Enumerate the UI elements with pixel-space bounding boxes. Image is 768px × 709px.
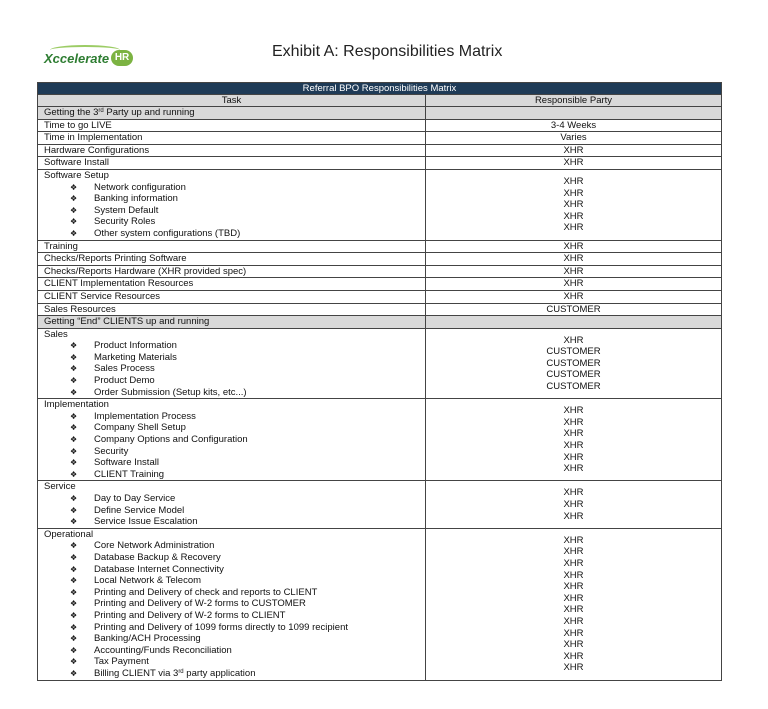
diamond-bullet-icon: ❖ [70,494,78,503]
bullet-item-text: Company Options and Configuration [94,434,248,446]
matrix-banner-row [38,83,722,95]
group-row [38,169,722,240]
bullet-item [44,352,425,364]
bullet-item-text: CLIENT Training [94,468,165,480]
party-value: XHR [563,334,584,346]
bullet-item [44,375,425,387]
bullet-item [44,193,425,205]
bullet-item [44,552,425,564]
table-row [38,144,722,157]
table-row [38,132,722,145]
bullet-item [44,575,425,587]
bullet-item [44,610,425,622]
party-value: XHR [563,639,584,651]
bullet-item-text: Implementation Process [94,410,196,422]
logo-hr-badge: HR [111,50,133,66]
bullet-item-text: Product Information [94,340,177,352]
party-value: XHR [563,210,584,222]
bullet-item [44,668,425,680]
party-value: XHR [563,510,584,522]
group-row [38,481,722,528]
table-row [38,290,722,303]
exhibit-title: Exhibit A: Responsibilities Matrix [272,43,503,60]
diamond-bullet-icon: ❖ [70,622,78,632]
task-cell: Checks/Reports Hardware (XHR provided spec) [38,265,426,278]
task-cell: Time to go LIVE [38,119,426,132]
bullet-item [44,598,425,610]
bullet-item [44,387,425,399]
party-cell: XHR [426,253,722,266]
diamond-bullet-icon: ❖ [70,564,78,574]
bullet-item-text: Marketing Materials [94,351,177,363]
bullet-item [44,622,425,634]
bullet-item-text: Banking/ACH Processing [94,633,201,645]
section-title: Getting the 3rd Party up and running [38,107,426,120]
bullet-item [44,587,425,599]
diamond-bullet-icon: ❖ [70,205,78,215]
table-row [38,265,722,278]
bullet-item [44,457,425,469]
bullet-item [44,340,425,352]
group-task-cell [38,328,426,399]
party-value: XHR [563,187,584,199]
bullet-item [44,656,425,668]
group-title: Operational [44,528,94,540]
party-cell: XHR [426,157,722,170]
bullet-item-text: Order Submission (Setup kits, etc...) [94,386,247,398]
party-value: XHR [563,222,584,234]
bullet-item-text: Define Service Model [94,504,185,516]
diamond-bullet-icon: ❖ [70,517,78,527]
bullet-item-text: Billing CLIENT via 3rd party application [94,667,256,679]
bullet-item-text: Day to Day Service [94,493,176,504]
bullet-item-text: System Default [94,204,159,216]
group-party-cell [426,399,722,481]
bullet-item-text: Printing and Delivery of 1099 forms directly to 1099 recipient [94,621,348,633]
task-cell: Checks/Reports Printing Software [38,253,426,266]
group-title: Software Setup [44,169,109,181]
diamond-bullet-icon: ❖ [70,194,78,204]
party-value: CUSTOMER [546,357,601,369]
party-value: XHR [563,405,584,417]
bullet-item [44,645,425,657]
bullet-item-text: Security [94,445,129,457]
diamond-bullet-icon: ❖ [70,576,78,586]
party-value: XHR [563,416,584,428]
diamond-bullet-icon: ❖ [70,505,78,515]
bullet-item [44,205,425,217]
diamond-bullet-icon: ❖ [70,341,78,351]
group-title: Implementation [44,399,109,411]
bullet-item [44,216,425,228]
diamond-bullet-icon: ❖ [70,634,78,644]
diamond-bullet-icon: ❖ [70,552,78,562]
party-value: XHR [563,662,584,674]
table-row [38,119,722,132]
section-row [38,107,722,120]
party-cell: XHR [426,278,722,291]
bullet-item [44,228,425,240]
bullet-item [44,446,425,458]
bullet-item [44,516,425,528]
bullet-item-text: Banking information [94,193,178,205]
bullet-item-text: Sales Process [94,363,155,375]
party-value: XHR [563,463,584,475]
party-value: CUSTOMER [546,346,601,358]
party-cell: CUSTOMER [426,303,722,316]
party-value: XHR [563,175,584,187]
party-cell: Varies [426,132,722,145]
party-value: XHR [563,487,584,499]
party-value: XHR [563,581,584,593]
group-row [38,528,722,680]
bullet-item-text: Database Backup & Recovery [94,551,221,563]
logo-text: Xccelerate [44,50,110,66]
bullet-item-text: Database Internet Connectivity [94,563,224,575]
responsibilities-matrix [37,82,722,681]
section-row [38,316,722,329]
diamond-bullet-icon: ❖ [70,217,78,227]
group-title: Sales [44,328,68,340]
group-task-cell [38,399,426,481]
logo-swoosh [50,45,120,55]
diamond-bullet-icon: ❖ [70,182,78,192]
bullet-item-text: Tax Payment [94,656,149,668]
table-row [38,240,722,253]
party-value: XHR [563,499,584,510]
group-task-cell [38,528,426,680]
diamond-bullet-icon: ❖ [70,599,78,609]
party-value: XHR [563,451,584,463]
party-value: XHR [563,199,584,211]
diamond-bullet-icon: ❖ [70,610,78,620]
diamond-bullet-icon: ❖ [70,423,78,433]
company-logo [44,49,133,67]
table-row [38,303,722,316]
diamond-bullet-icon: ❖ [70,376,78,386]
diamond-bullet-icon: ❖ [70,668,78,678]
bullet-item-text: Security Roles [94,216,156,228]
diamond-bullet-icon: ❖ [70,411,78,421]
group-task-cell [38,169,426,240]
party-value: XHR [563,650,584,662]
party-value: XHR [563,615,584,627]
diamond-bullet-icon: ❖ [70,387,78,397]
party-cell: XHR [426,144,722,157]
task-cell: Sales Resources [38,303,426,316]
bullet-item-text: Printing and Delivery of W-2 forms to CLIENT [94,609,286,621]
bullet-item-text: Product Demo [94,375,155,387]
diamond-bullet-icon: ❖ [70,645,78,655]
diamond-bullet-icon: ❖ [70,446,78,456]
bullet-item-text: Company Shell Setup [94,422,186,434]
group-task-cell [38,481,426,528]
header-row [38,95,722,107]
bullet-item [44,505,425,517]
bullet-item-text: Other system configurations (TBD) [94,227,241,239]
diamond-bullet-icon: ❖ [70,364,78,374]
party-value: XHR [563,604,584,616]
diamond-bullet-icon: ❖ [70,469,78,479]
diamond-bullet-icon: ❖ [70,458,78,468]
task-cell: Hardware Configurations [38,144,426,157]
bullet-item-text: Printing and Delivery of W-2 forms to CUSTOMER [94,598,306,610]
bullet-item [44,363,425,375]
party-value: CUSTOMER [546,369,601,381]
task-cell: Training [38,240,426,253]
diamond-bullet-icon: ❖ [70,228,78,238]
table-row [38,278,722,291]
bullet-item-text: Accounting/Funds Reconciliation [94,644,232,656]
bullet-item [44,411,425,423]
task-column-header: Task [38,95,426,107]
group-party-cell [426,328,722,399]
party-value: XHR [563,569,584,581]
task-cell: CLIENT Implementation Resources [38,278,426,291]
section-title: Getting “End” CLIENTS up and running [38,316,426,329]
party-value: XHR [563,592,584,604]
bullet-item-text: Service Issue Escalation [94,516,198,528]
party-cell: 3-4 Weeks [426,119,722,132]
group-party-cell [426,169,722,240]
group-party-cell [426,481,722,528]
matrix-banner: Referral BPO Responsibilities Matrix [38,83,722,95]
bullet-item-text: Software Install [94,457,159,469]
group-title: Service [44,481,76,493]
task-cell: Software Install [38,157,426,170]
party-value: XHR [563,534,584,546]
diamond-bullet-icon: ❖ [70,587,78,597]
party-column-header: Responsible Party [426,95,722,107]
group-row [38,399,722,481]
diamond-bullet-icon: ❖ [70,352,78,362]
table-row [38,253,722,266]
party-value: XHR [563,557,584,569]
bullet-item [44,434,425,446]
bullet-item [44,493,425,505]
bullet-item-text: Local Network & Telecom [94,575,202,587]
bullet-item [44,564,425,576]
bullet-item-text: Network configuration [94,181,186,193]
bullet-item [44,182,425,194]
group-row [38,328,722,399]
bullet-item [44,422,425,434]
task-cell: CLIENT Service Resources [38,290,426,303]
party-value: XHR [563,546,584,558]
bullet-item [44,469,425,481]
party-value: XHR [563,627,584,639]
diamond-bullet-icon: ❖ [70,657,78,667]
bullet-item-text: Printing and Delivery of check and reports to CLIENT [94,586,318,598]
table-row [38,157,722,170]
diamond-bullet-icon: ❖ [70,435,78,445]
bullet-item [44,633,425,645]
task-cell: Time in Implementation [38,132,426,145]
party-cell: XHR [426,290,722,303]
diamond-bullet-icon: ❖ [70,541,78,551]
party-cell: XHR [426,265,722,278]
party-cell: XHR [426,240,722,253]
party-value: XHR [563,428,584,440]
bullet-item-text: Core Network Administration [94,540,215,552]
party-value: XHR [563,440,584,452]
bullet-item [44,540,425,552]
party-value: CUSTOMER [546,381,601,393]
group-party-cell [426,528,722,680]
